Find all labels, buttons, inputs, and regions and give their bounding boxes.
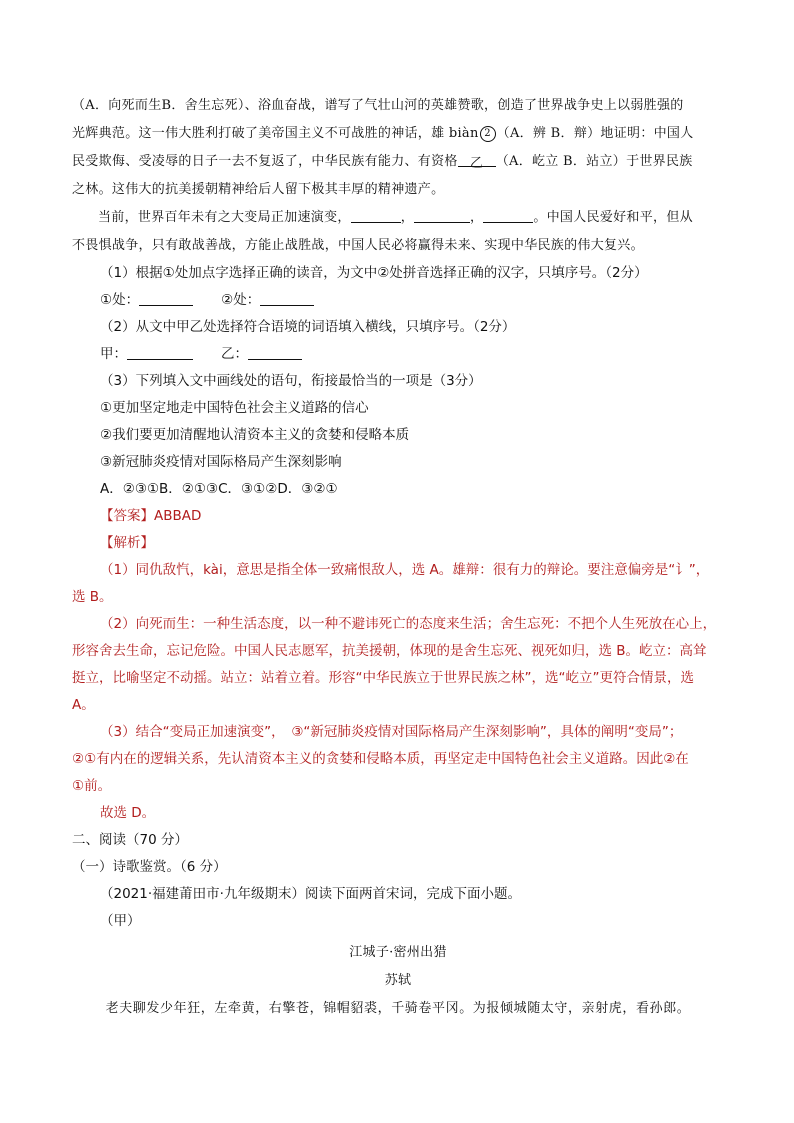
analysis-text: ①前。 — [72, 778, 112, 794]
passage — [72, 92, 724, 260]
poem — [72, 939, 724, 1023]
reading-section — [72, 827, 724, 935]
question-2: （2）从文中甲乙处选择符合语境的词语填入横线，只填序号。（2分） — [100, 319, 516, 335]
circled-number: 2 — [480, 126, 496, 142]
fill-blank — [414, 206, 470, 223]
option-2: ②我们要更加清醒地认清资本主义的贪婪和侵略本质 — [100, 427, 410, 443]
fill-blank — [483, 206, 533, 223]
analysis-text: 形容舍去生命，忘记危险。中国人民志愿军，抗美援朝，体现的是舍生忘死、视死如归，选 B。屹立：高耸 — [72, 643, 707, 659]
text: ， — [400, 210, 415, 225]
label: 甲： — [100, 346, 127, 362]
poem-line: 老夫聊发少年狂，左牵黄，右擎苍，锦帽貂裘，千骑卷平冈。为报倾城随太守，亲射虎，看孙郎。 — [105, 1001, 691, 1016]
answer-blank — [127, 343, 193, 360]
passage-line: （A．向死而生B．舍生忘死）、浴血奋战，谱写了气壮山河的英雄赞歌，创造了世界战争史上以弱胜强的 — [72, 98, 684, 113]
text: （A．屹立 B．站立）于世界民族 — [495, 154, 693, 169]
document-content — [72, 92, 724, 1023]
answer-label: 【答案】ABBAD — [100, 508, 202, 524]
analysis-text: （1）同仇敌忾，kài，意思是指全体一致痛恨敌人，选 A。雄辩：很有力的辩论。要注意偏旁是“讠”， — [100, 562, 710, 578]
poem-author: 苏轼 — [384, 973, 412, 988]
passage-line — [72, 120, 724, 148]
analysis-text: A。 — [72, 697, 95, 713]
text: 民受欺侮、受凌辱的日子一去不复返了，中华民族有能力、有资格 — [72, 154, 458, 169]
section-title: 二、阅读（70 分） — [72, 832, 188, 848]
text: 光辉典范。这一伟大胜利打破了美帝国主义不可战胜的神话，雄 biàn — [72, 126, 479, 141]
answer-blank — [260, 289, 314, 306]
question-2-answers — [72, 341, 724, 368]
passage-line — [72, 148, 724, 176]
question-1-answers — [72, 287, 724, 314]
text: ， — [470, 210, 484, 225]
fill-blank — [351, 206, 401, 223]
text: （A．辨 B．辩）地证明：中国人 — [496, 126, 694, 141]
option-3: ③新冠肺炎疫情对国际格局产生深刻影响 — [100, 454, 342, 470]
blank-yi — [458, 150, 496, 171]
analysis-text: ②①有内在的逻辑关系，先认清资本主义的贪婪和侵略本质，再坚定走中国特色社会主义道路。因此②在 — [72, 751, 689, 767]
passage-paragraph — [72, 204, 724, 232]
question-1: （1）根据①处加点字选择正确的读音，为文中②处拼音选择正确的汉字，只填序号。（2分） — [100, 265, 648, 281]
source-note: （2021·福建莆田市·九年级期末）阅读下面两首宋词，完成下面小题。 — [100, 886, 521, 902]
poem-marker: （甲） — [100, 913, 141, 929]
passage-line: 之林。这伟大的抗美援朝精神给后人留下极其丰厚的精神遗产。 — [72, 182, 445, 197]
poem-title: 江城子·密州出猎 — [349, 945, 447, 960]
questions — [72, 260, 724, 503]
label: 乙： — [221, 346, 248, 362]
analysis-text: 故选 D。 — [100, 805, 156, 821]
analysis-text: （2）向死而生：一种生活态度，以一种不避讳死亡的态度来生活；舍生忘死：不把个人生死放在心上， — [100, 616, 717, 632]
text: 当前，世界百年未有之大变局正加速演变， — [98, 210, 351, 225]
analysis-text: （3）结合“变局正加速演变”， ③“新冠肺炎疫情对国际格局产生深刻影响”，具体的阐明“变局”； — [100, 724, 683, 740]
analysis-text: 挺立，比喻坚定不动摇。站立：站着立着。形容“中华民族立于世界民族之林”，选“屹立”更符合情景，选 — [72, 670, 694, 686]
text: 。中国人民爱好和平，但从 — [533, 210, 693, 225]
choices: A．②③①B．②①③C．③①②D．③②① — [100, 481, 338, 497]
analysis-text: 选 B。 — [72, 589, 113, 605]
blank-label: 乙 — [470, 156, 484, 171]
passage-line: 不畏惧战争，只有敢战善战，方能止战胜战，中国人民必将赢得未来、实现中华民族的伟大复兴。 — [72, 238, 644, 253]
option-1: ①更加坚定地走中国特色社会主义道路的信心 — [100, 400, 369, 416]
subsection-title: （一）诗歌鉴赏。（6 分） — [72, 859, 227, 875]
answer-section — [72, 503, 724, 827]
answer-blank — [139, 289, 193, 306]
label: ②处： — [221, 292, 261, 308]
answer-blank — [248, 343, 302, 360]
label: ①处： — [100, 292, 140, 308]
analysis-label: 【解析】 — [100, 535, 154, 551]
question-3: （3）下列填入文中画线处的语句，衔接最恰当的一项是（3分） — [100, 373, 482, 389]
